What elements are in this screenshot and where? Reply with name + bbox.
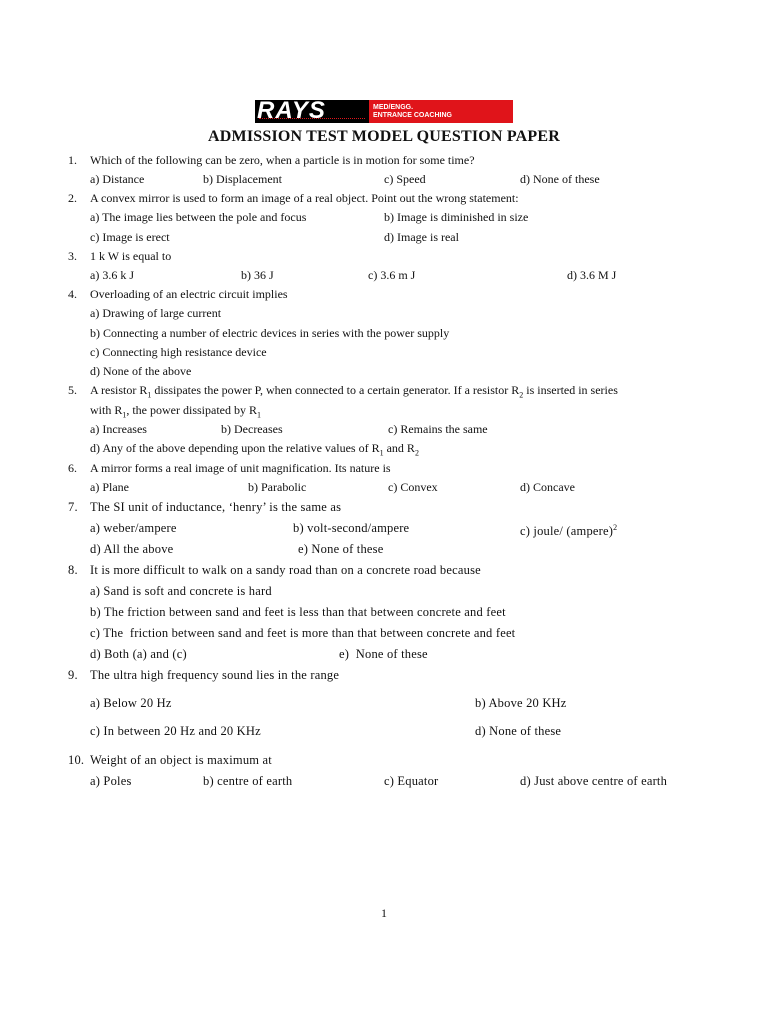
option-d: d) Concave bbox=[520, 480, 575, 494]
question-number: 1. bbox=[68, 153, 77, 167]
logo-tagline-2: ENTRANCE COACHING bbox=[373, 112, 452, 119]
option-a: a) Sand is soft and concrete is hard bbox=[90, 584, 272, 598]
option-b: b) The friction between sand and feet is less than that between concrete and feet bbox=[90, 605, 506, 619]
question-number: 5. bbox=[68, 383, 77, 397]
option-c: c) Remains the same bbox=[388, 422, 488, 436]
option-d: d) Both (a) and (c) bbox=[90, 647, 187, 661]
question-text-line-1: A resistor $R_1$ dissipates the power P, when connected to a certain generator. If a resistor $R_2$ is inserted in series bbox=[90, 383, 618, 400]
question-number: 9. bbox=[68, 668, 78, 682]
option-d: d) Just above centre of earth bbox=[520, 774, 668, 788]
option-e: e) None of these bbox=[339, 647, 428, 661]
question-number: 6. bbox=[68, 461, 77, 475]
option-a: a) weber/ampere bbox=[90, 521, 177, 535]
logo-brand-text: RAYS bbox=[257, 100, 326, 123]
question-text: Weight of an object is maximum at bbox=[90, 753, 272, 767]
option-c: c) joule/ (ampere)$^2$ bbox=[520, 523, 618, 539]
question-text: 1 k W is equal to bbox=[90, 249, 172, 263]
option-b: b) Image is diminished in size bbox=[384, 210, 529, 224]
question-text: A mirror forms a real image of unit magnification. Its nature is bbox=[90, 461, 391, 475]
question-number: 10. bbox=[68, 753, 85, 767]
option-b: b) Above 20 KHz bbox=[475, 696, 567, 710]
option-c: c) The friction between sand and feet is more than that between concrete and feet bbox=[90, 626, 516, 640]
question-text: It is more difficult to walk on a sandy road than on a concrete road because bbox=[90, 563, 481, 577]
question-text-line-2: with $R_1$, the power dissipated by $R_1$ bbox=[90, 403, 261, 420]
option-a: a) Drawing of large current bbox=[90, 306, 222, 320]
question-text: The SI unit of inductance, ‘henry’ is the same as bbox=[90, 500, 342, 514]
option-a: a) The image lies between the pole and focus bbox=[90, 210, 307, 224]
question-number: 4. bbox=[68, 287, 77, 301]
option-c: c) Equator bbox=[384, 774, 439, 788]
option-e: e) None of these bbox=[298, 542, 384, 556]
option-d: d) None of these bbox=[475, 724, 562, 738]
option-b: b) centre of earth bbox=[203, 774, 293, 788]
option-a: a) Distance bbox=[90, 172, 145, 186]
option-d: d) None of the above bbox=[90, 364, 192, 378]
page-title: ADMISSION TEST MODEL QUESTION PAPER bbox=[208, 128, 560, 145]
option-c: c) Connecting high resistance device bbox=[90, 345, 267, 359]
option-a: a) Poles bbox=[90, 774, 132, 788]
question-text: A convex mirror is used to form an image of a real object. Point out the wrong statement: bbox=[90, 191, 519, 205]
rays-logo bbox=[255, 100, 513, 123]
option-c: c) Image is erect bbox=[90, 230, 170, 244]
question-text: The ultra high frequency sound lies in the range bbox=[90, 668, 340, 682]
option-b: b) Connecting a number of electric devices in series with the power supply bbox=[90, 326, 450, 340]
option-b: b) Parabolic bbox=[248, 480, 307, 494]
option-c: c) Speed bbox=[384, 172, 426, 186]
question-text: Overloading of an electric circuit implies bbox=[90, 287, 288, 301]
option-c: c) Convex bbox=[388, 480, 438, 494]
option-d: d) Any of the above depending upon the relative values of $R_1$ and $R_2$ bbox=[90, 441, 419, 458]
logo-tagline-1: MED/ENGG. bbox=[373, 104, 414, 111]
option-a: a) Below 20 Hz bbox=[90, 696, 172, 710]
question-number: 2. bbox=[68, 191, 77, 205]
option-b: b) volt-second/ampere bbox=[293, 521, 410, 535]
option-a: a) 3.6 k J bbox=[90, 268, 134, 282]
option-c: c) In between 20 Hz and 20 KHz bbox=[90, 724, 261, 738]
option-d: d) Image is real bbox=[384, 230, 459, 244]
question-number: 8. bbox=[68, 563, 78, 577]
option-a: a) Plane bbox=[90, 480, 129, 494]
option-d: d) None of these bbox=[520, 172, 600, 186]
option-b: b) Displacement bbox=[203, 172, 282, 186]
option-a: a) Increases bbox=[90, 422, 147, 436]
option-c: c) 3.6 m J bbox=[368, 268, 416, 282]
option-b: b) 36 J bbox=[241, 268, 274, 282]
question-number: 3. bbox=[68, 249, 77, 263]
option-b: b) Decreases bbox=[221, 422, 283, 436]
option-d: d) All the above bbox=[90, 542, 174, 556]
question-text: Which of the following can be zero, when a particle is in motion for some time? bbox=[90, 153, 475, 167]
question-number: 7. bbox=[68, 500, 78, 514]
logo-underline bbox=[259, 118, 365, 121]
option-d: d) 3.6 M J bbox=[567, 268, 617, 282]
page-number: 1 bbox=[381, 906, 387, 920]
